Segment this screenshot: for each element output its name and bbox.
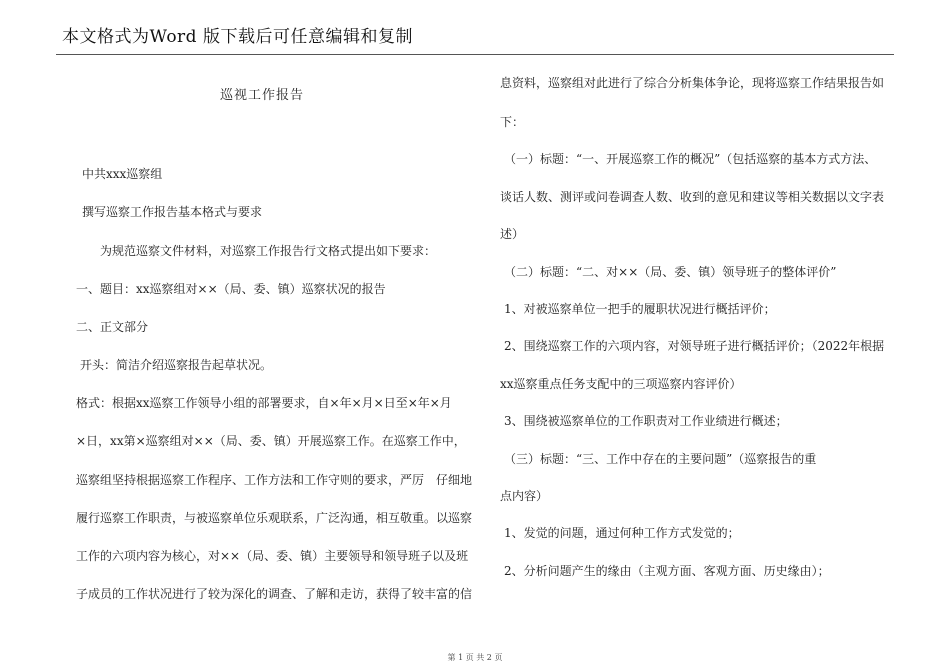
- text-line: 息资料，巡察组对此进行了综合分析集体争论，现将巡察工作结果报告如: [500, 76, 885, 90]
- text-line: 中共xxx巡察组: [82, 167, 163, 181]
- text-line: （二）标题：“二、对××（局、委、镇）领导班子的整体评价”: [504, 265, 837, 279]
- page-number: 第 1 页 共 2 页: [447, 653, 503, 662]
- text-line: 点内容）: [500, 489, 549, 503]
- text-line: 3、围绕被巡察单位的工作职责对工作业绩进行概述；: [504, 414, 788, 428]
- text-line: 下：: [500, 115, 525, 129]
- text-line: 履行巡察工作职责，与被巡察单位乐观联系，广泛沟通，相互敬重。以巡察: [76, 511, 473, 525]
- text-line: 格式：根据xx巡察工作领导小组的部署要求，自×年×月×日至×年×月: [76, 396, 452, 410]
- text-line: 2、围绕巡察工作的六项内容，对领导班子进行概括评价；（2022年根据: [504, 339, 885, 353]
- text-line: 为规范巡察文件材料，对巡察工作报告行文格式提出如下要求：: [100, 244, 437, 258]
- text-line: 1、发觉的问题，通过何种工作方式发觉的；: [504, 526, 740, 540]
- text-line: 子成员的工作状况进行了较为深化的调查、了解和走访，获得了较丰富的信: [76, 587, 473, 601]
- text-line: ×日，xx第×巡察组对××（局、委、镇）开展巡察工作。在巡察工作中，: [76, 434, 466, 448]
- text-line: （三）标题：“三、工作中存在的主要问题”（巡察报告的重: [504, 452, 817, 466]
- header-divider: [56, 54, 894, 55]
- text-line: xx巡察重点任务支配中的三项巡察内容评价）: [500, 377, 742, 391]
- text-line: 开头：简洁介绍巡察报告起草状况。: [80, 358, 273, 372]
- text-line: 巡察组坚持根据巡察工作程序、工作方法和工作守则的要求，严厉 仔细地: [76, 473, 473, 487]
- document-header: 本文格式为Word 版下载后可任意编辑和复制: [62, 27, 413, 47]
- document-title: 巡视工作报告: [220, 88, 305, 103]
- text-line: 谈话人数、测评或问卷调查人数、收到的意见和建议等相关数据以文字表: [500, 190, 885, 204]
- text-line: 2、分析问题产生的缘由（主观方面、客观方面、历史缘由）；: [504, 564, 830, 578]
- text-line: （一）标题：“一、开展巡察工作的概况”（包括巡察的基本方式方法、: [504, 152, 877, 166]
- text-line: 1、对被巡察单位一把手的履职状况进行概括评价；: [504, 302, 776, 316]
- text-line: 撰写巡察工作报告基本格式与要求: [82, 205, 263, 219]
- text-line: 二、正文部分: [76, 320, 149, 334]
- text-line: 工作的六项内容为核心，对××（局、委、镇）主要领导和领导班子以及班: [76, 549, 469, 563]
- text-line: 述）: [500, 227, 525, 241]
- text-line: 一、题目：xx巡察组对××（局、委、镇）巡察状况的报告: [76, 282, 386, 296]
